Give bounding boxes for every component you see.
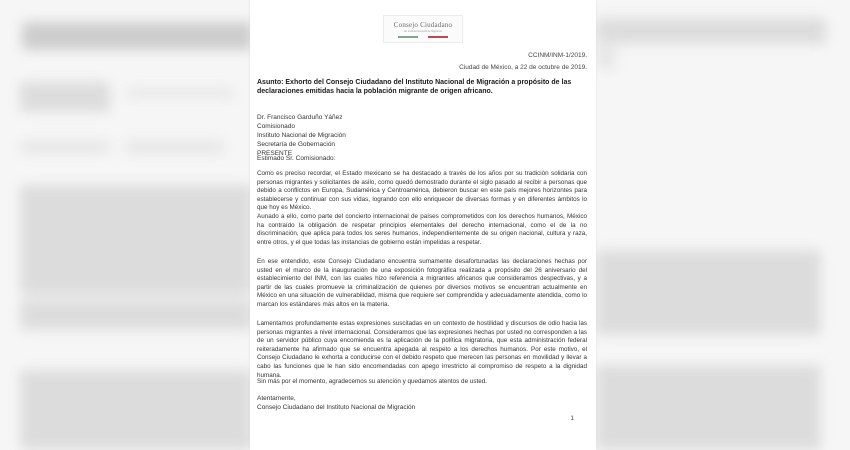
page-number: 1 (570, 415, 574, 422)
recipient-institution: Instituto Nacional de Migración (257, 132, 346, 139)
logo-red-line (428, 36, 448, 38)
salutation: Estimado Sr. Comisionado: (257, 155, 336, 162)
logo-flag-lines (384, 36, 462, 38)
recipient-name: Dr. Francisco Garduño Yáñez (257, 114, 343, 121)
logo-org-subtitle: del Instituto Nacional de Migración (403, 30, 443, 33)
blurred-background-right (596, 0, 850, 450)
body-paragraph: Aunado a ello, como parte del concierto internacional de países comprometidos con los derechos humanos, México ha contraído la obligación de respetar principios elementales del derecho internacional, como el de la no discriminación, que aplica para todos los seres humanos, independientemente de su origen nacional, cultura y raza, entre otros, y el que todas las instancias de gobierno están impelidas a respetar. (257, 213, 587, 246)
body-paragraph: Sin más por el momento, agradecemos su atención y quedamos atentos de usted. (257, 378, 487, 385)
logo-org-name: Consejo Ciudadano (393, 21, 453, 29)
body-paragraph: En ese entendido, este Consejo Ciudadano encuentra sumamente desafortunadas las declaraciones hechas por usted en el marco de la inauguración de una exposición fotográfica realizada a propósito del 26 aniversario del establecimiento del INM, con las cuales hizo referencia a migrantes africanos que consideramos despectivas, y a partir de las cuales promueve la criminalización de quienes por diversos motivos se encuentran actualmente en México en una situación de vulnerabilidad, misma que requiere ser comprendida y adecuadamente atendida, como lo marcan los estándares más altos en la materia. (257, 258, 587, 308)
logo-green-line (398, 36, 418, 38)
valediction: Atentamente, (257, 395, 296, 402)
reference-number: CCINM/INM-1/2019. (528, 52, 587, 59)
recipient-title: Comisionado (257, 123, 295, 130)
recipient-block (257, 113, 346, 158)
signatory: Consejo Ciudadano del Instituto Nacional de Migración (257, 404, 416, 411)
closing-block (257, 394, 415, 412)
letter-page (250, 0, 596, 450)
blurred-background-left (0, 0, 250, 450)
subject-line: Asunto: Exhorto del Consejo Ciudadano del Instituto Nacional de Migración a propósito de las declaraciones emitidas hacia la población migrante de origen africano. (257, 79, 572, 95)
body-paragraph: Como es preciso recordar, el Estado mexicano se ha destacado a través de los años por su tradición solidaria con personas migrantes y solicitantes de asilo, como quedó demostrado durante el siglo pasado al recibir a personas que debido a conflictos en Europa, Sudamérica y Centroamérica, debieron buscar en este país mejores horizontes para establecerse y continuar con sus vidas, logrando con ello enriquecer de diversas formas y en diferentes ámbitos lo que hoy es México. (257, 170, 587, 212)
letterhead-logo (383, 15, 463, 43)
date-line: Ciudad de México, a 22 de octubre de 2019. (459, 64, 587, 71)
recipient-presente: PRESENTE (257, 150, 293, 157)
body-paragraph: Lamentamos profundamente estas expresiones suscitadas en un contexto de hostilidad y discursos de odio hacia las personas migrantes a nivel internacional. Consideramos que las expresiones hechas por usted no corresponden a las de un servidor público cuya encomienda es la aplicación de la política migratoria, que esta administración federal reiteradamente ha afirmado que se encuentra apegada al respeto a los derechos humanos. Por este motivo, el Consejo Ciudadano le exhorta a conducirse con el debido respeto que merecen las personas en movilidad y llevar a cabo las funciones que le han sido encomendadas con apego irrestricto al compromiso de respeto a la dignidad humana. (257, 320, 587, 379)
recipient-ministry: Secretaría de Gobernación (257, 141, 336, 148)
